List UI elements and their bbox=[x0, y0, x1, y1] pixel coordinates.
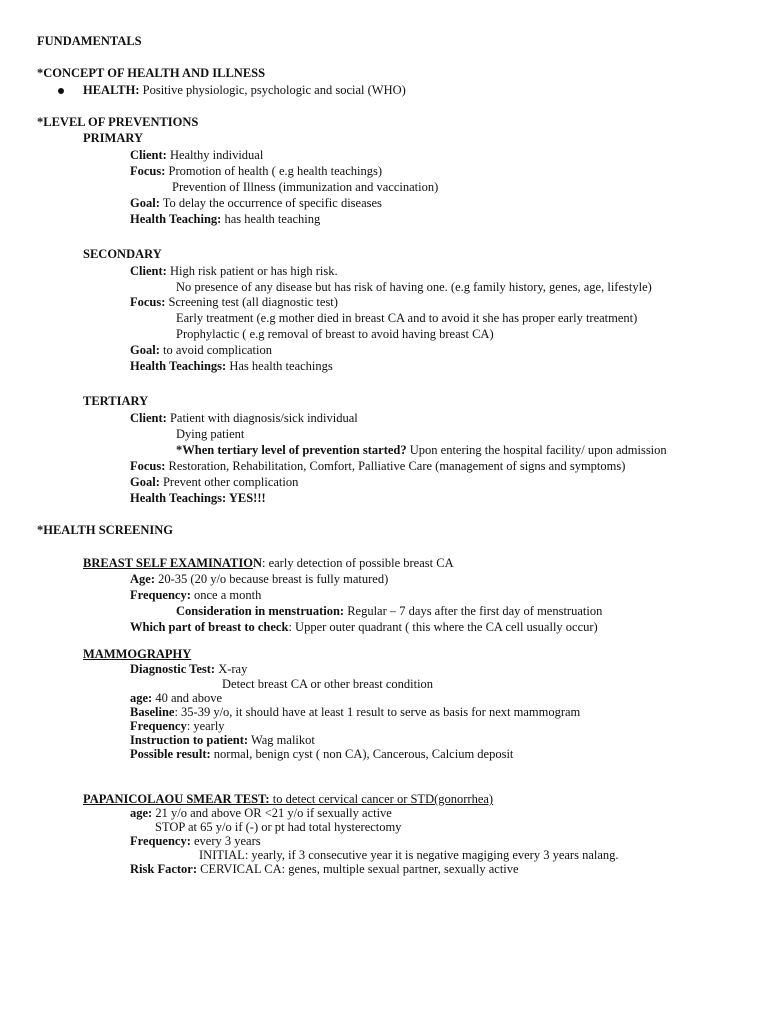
primary-health-teaching: Health Teaching: has health teaching bbox=[130, 212, 321, 226]
tertiary-when: *When tertiary level of prevention started? Upon entering the hospital facility/ upon admission bbox=[176, 443, 667, 457]
tertiary-goal: Goal: Prevent other complication bbox=[130, 475, 299, 489]
pap-age: age: 21 y/o and above OR <21 y/o if sexually active bbox=[130, 806, 392, 820]
primary-goal: Goal: To delay the occurrence of specific diseases bbox=[130, 196, 382, 210]
primary-focus: Focus: Promotion of health ( e.g health teachings) bbox=[130, 164, 383, 178]
tertiary-client: Client: Patient with diagnosis/sick individual bbox=[130, 411, 358, 425]
mammo-diagnostic-2: Detect breast CA or other breast condition bbox=[222, 677, 434, 691]
primary-client: Client: Healthy individual bbox=[130, 148, 264, 162]
bse-which-part: Which part of breast to check: Upper outer quadrant ( this where the CA cell usually occur) bbox=[130, 620, 598, 634]
tertiary-client-2: Dying patient bbox=[176, 427, 245, 441]
tertiary-heading: TERTIARY bbox=[83, 394, 149, 408]
secondary-goal: Goal: to avoid complication bbox=[130, 343, 272, 357]
document-title: FUNDAMENTALS bbox=[37, 34, 142, 48]
mammo-heading: MAMMOGRAPHY bbox=[83, 647, 192, 661]
secondary-focus: Focus: Screening test (all diagnostic test) bbox=[130, 295, 338, 309]
primary-focus-2: Prevention of Illness (immunization and vaccination) bbox=[172, 180, 439, 194]
pap-frequency: Frequency: every 3 years bbox=[130, 834, 261, 848]
secondary-client-2: No presence of any disease but has risk of having one. (e.g family history, genes, age, lifestyle) bbox=[176, 280, 652, 294]
health-definition: HEALTH: Positive physiologic, psychologic and social (WHO) bbox=[83, 83, 406, 97]
pap-age-2: STOP at 65 y/o if (-) or pt had total hysterectomy bbox=[155, 820, 402, 834]
bse-consideration: Consideration in menstruation: Regular – 7 days after the first day of menstruation bbox=[176, 604, 603, 618]
mammo-age: age: 40 and above bbox=[130, 691, 222, 705]
secondary-focus-3: Prophylactic ( e.g removal of breast to avoid having breast CA) bbox=[176, 327, 494, 341]
bullet-icon bbox=[58, 88, 64, 94]
secondary-health-teachings: Health Teachings: Has health teachings bbox=[130, 359, 333, 373]
tertiary-health-teachings: Health Teachings: YES!!! bbox=[130, 491, 266, 505]
pap-risk-factor: Risk Factor: CERVICAL CA: genes, multiple sexual partner, sexually active bbox=[130, 862, 519, 876]
secondary-client: Client: High risk patient or has high risk. bbox=[130, 264, 338, 278]
pap-frequency-2: INITIAL: yearly, if 3 consecutive year it is negative magiging every 3 years nalang. bbox=[199, 848, 619, 862]
bse-age: Age: 20-35 (20 y/o because breast is fully matured) bbox=[130, 572, 389, 586]
mammo-result: Possible result: normal, benign cyst ( non CA), Cancerous, Calcium deposit bbox=[130, 747, 514, 761]
concept-heading: *CONCEPT OF HEALTH AND ILLNESS bbox=[37, 66, 266, 80]
mammo-baseline: Baseline: 35-39 y/o, it should have at least 1 result to serve as basis for next mammogram bbox=[130, 705, 581, 719]
secondary-heading: SECONDARY bbox=[83, 247, 162, 261]
mammo-frequency: Frequency: yearly bbox=[130, 719, 225, 733]
primary-heading: PRIMARY bbox=[83, 131, 143, 145]
bse-heading: BREAST SELF EXAMINATION: early detection of possible breast CA bbox=[83, 556, 454, 570]
pap-heading: PAPANICOLAOU SMEAR TEST: to detect cervical cancer or STD(gonorrhea) bbox=[83, 792, 494, 806]
secondary-focus-2: Early treatment (e.g mother died in breast CA and to avoid it she has proper early treatment) bbox=[176, 311, 638, 325]
mammo-diagnostic: Diagnostic Test: X-ray bbox=[130, 662, 248, 676]
screening-heading: *HEALTH SCREENING bbox=[37, 523, 174, 537]
tertiary-focus: Focus: Restoration, Rehabilitation, Comfort, Palliative Care (management of signs and symptoms) bbox=[130, 459, 626, 473]
mammo-instruction: Instruction to patient: Wag malikot bbox=[130, 733, 315, 747]
levels-heading: *LEVEL OF PREVENTIONS bbox=[37, 115, 199, 129]
bse-frequency: Frequency: once a month bbox=[130, 588, 262, 602]
